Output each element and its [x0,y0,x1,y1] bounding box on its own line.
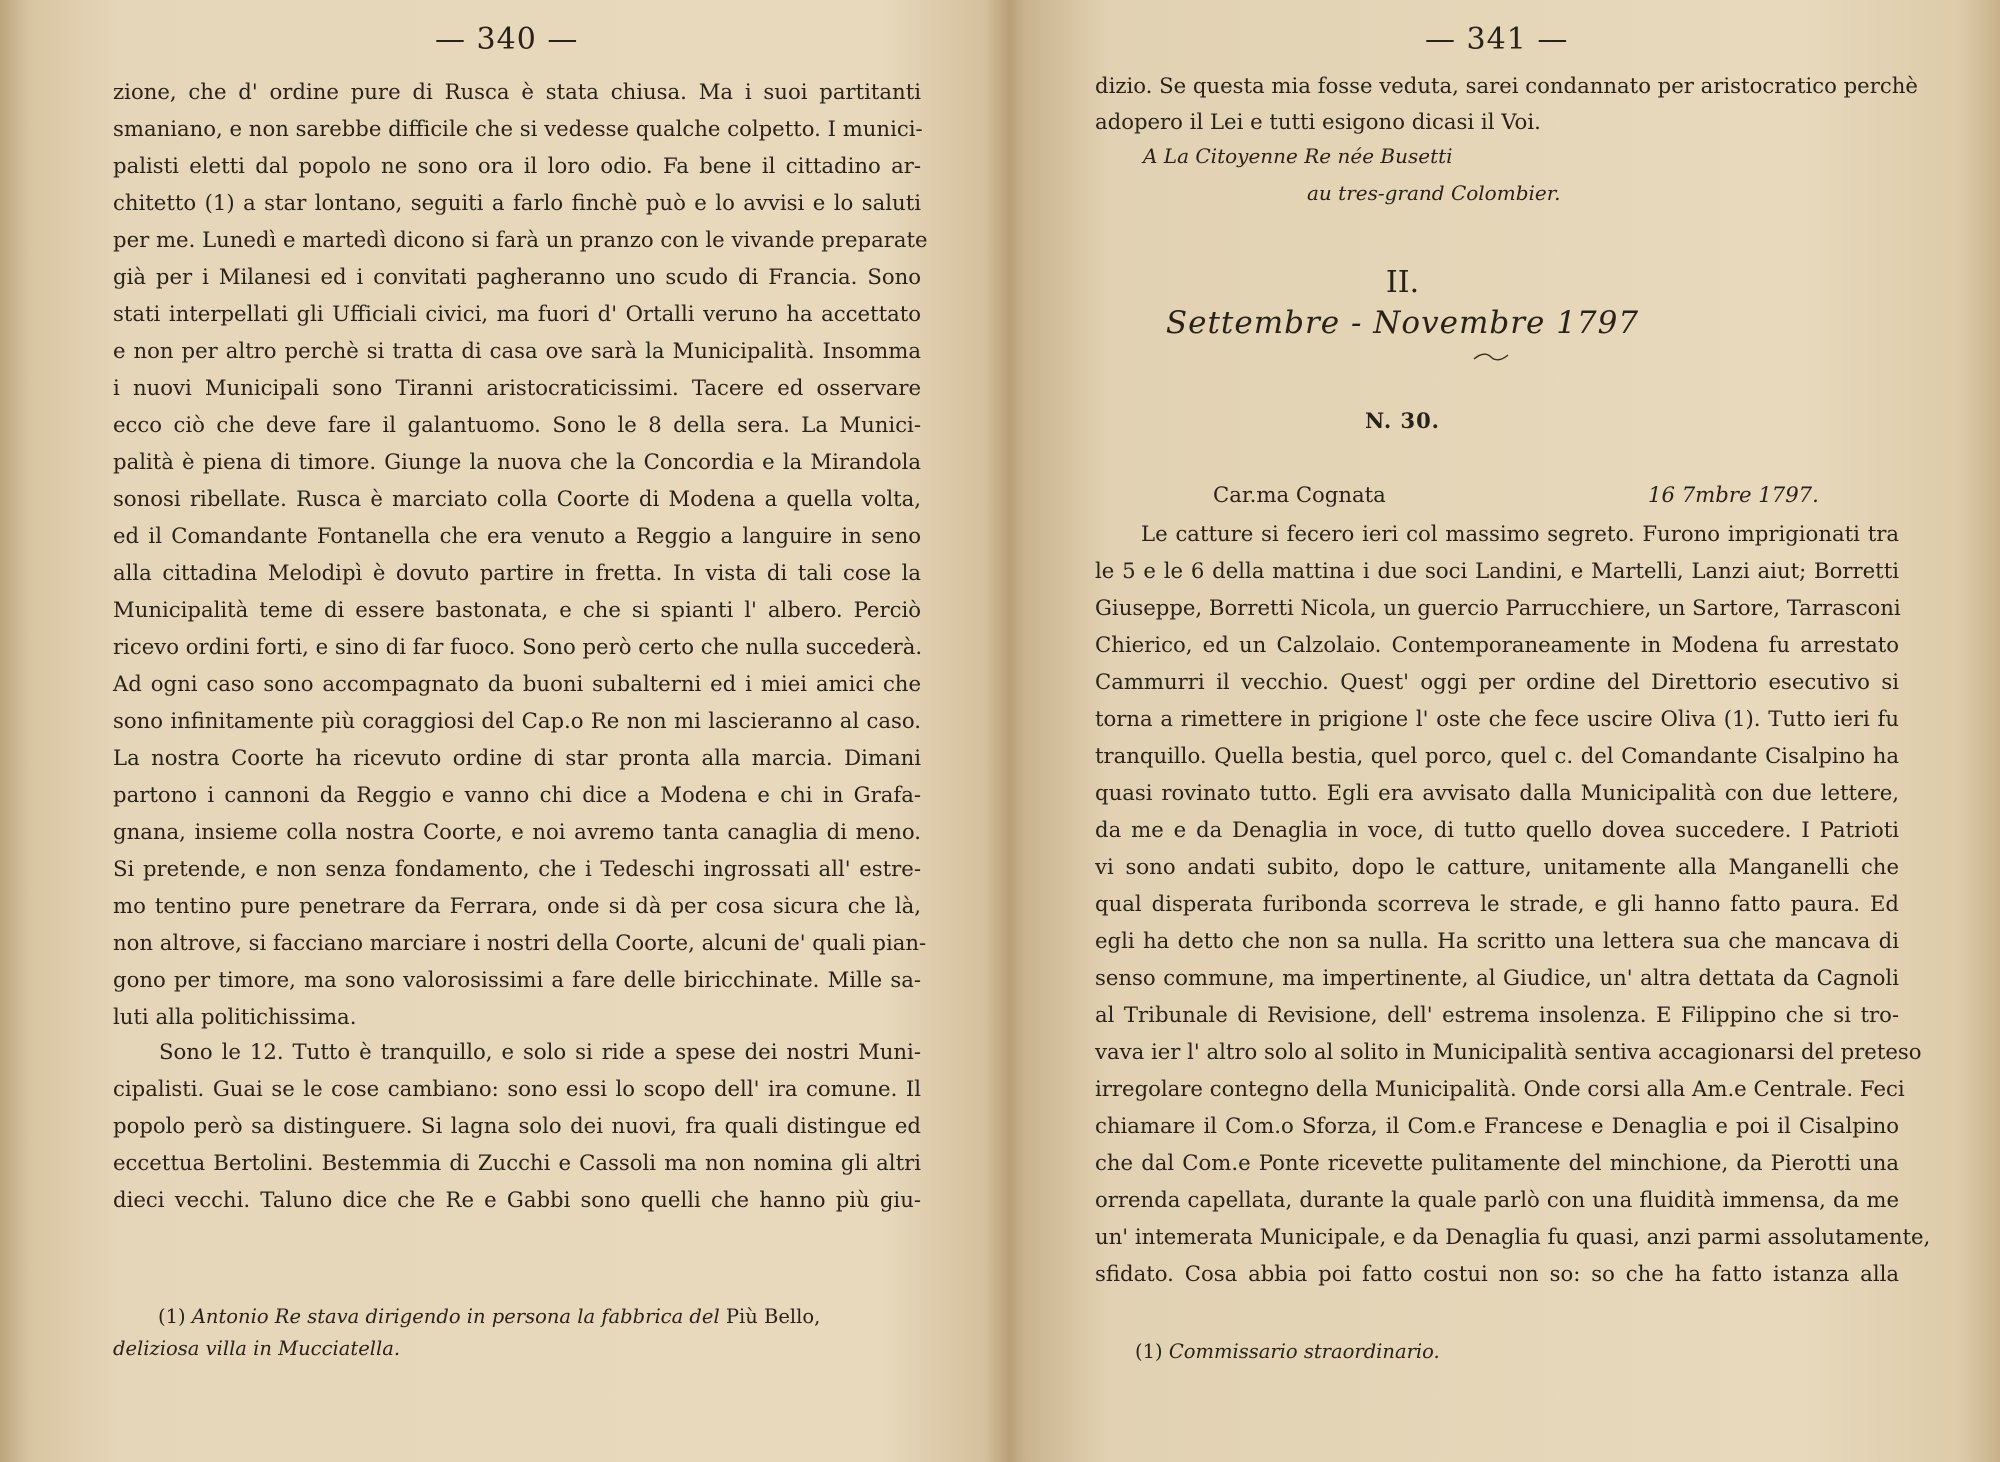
text-line: sono infinitamente più coraggiosi del Cap.o Re non mi lascieranno al caso. [113,708,921,733]
text-line: per me. Lunedì e martedì dicono si farà un pranzo con le vivande preparate [113,227,928,252]
text-line: dizio. Se questa mia fosse veduta, sarei condannato per aristocratico perchè [1095,73,1918,98]
text-line: non altrove, si facciano marciare i nostri della Coorte, alcuni de' quali pian- [113,930,927,955]
footnote [158,1304,820,1330]
text-line: senso commune, ma impertinente, al Giudice, un' altra dettata da Cagnoli [1095,965,1899,990]
text-line: Chierico, ed un Calzolaio. Contemporaneamente in Modena fu arrestato [1095,632,1899,657]
text-line: La nostra Coorte ha ricevuto ordine di star pronta alla marcia. Dimani [113,745,921,770]
page-number: — 341 — [1425,22,1569,57]
text-line: un' intemerata Municipale, e da Denaglia fu quasi, anzi parmi assolutamente, [1095,1224,1931,1249]
text-line: eccettua Bertolini. Bestemmia di Zucchi e Cassoli ma non nomina gli altri [113,1150,921,1175]
text-line: palisti eletti dal popolo ne sono ora il loro odio. Fa bene il cittadino ar- [113,153,921,178]
text-line: già per i Milanesi ed i convitati pagheranno uno scudo di Francia. Sono [113,264,921,289]
text-line: ricevo ordini forti, e sino di far fuoco. Sono però certo che nulla succederà. [113,634,923,659]
text-line: gnana, insieme colla nostra Coorte, e noi avremo tanta canaglia di meno. [113,819,921,844]
section-number: II. [1385,265,1420,300]
text-line: orrenda capellata, durante la quale parlò con una fluidità immensa, da me [1095,1187,1899,1212]
footnote-text: Più Bello, [725,1305,821,1328]
text-line: Sono le 12. Tutto è tranquillo, e solo si ride a spese dei nostri Muni- [159,1039,921,1064]
text-line: qual disperata furibonda scorreva le strade, e gli hanno fatto paura. Ed [1095,891,1899,916]
footnote-marker: (1) [1135,1340,1163,1363]
address-line: A La Citoyenne Re née Busetti [1143,144,1453,168]
text-line: ecco ciò che deve fare il galantuomo. Sono le 8 della sera. La Munici- [113,412,921,437]
text-line: gono per timore, ma sono valorosissimi a fare delle biricchinate. Mille sa- [113,967,921,992]
text-line: stati interpellati gli Ufficiali civici, ma fuori d' Ortalli veruno ha accettato [113,301,921,326]
text-line: adopero il Lei e tutti esigono dicasi il Voi. [1095,109,1541,134]
right-page [1005,0,2000,1462]
text-line: partono i cannoni da Reggio e vanno chi dice a Modena e chi in Grafa- [113,782,921,807]
text-line: i nuovi Municipali sono Tiranni aristocraticissimi. Tacere ed osservare [113,375,921,400]
text-line: chiamare il Com.o Sforza, il Com.e Francese e Denaglia e poi il Cisalpino [1095,1113,1899,1138]
text-line: al Tribunale di Revisione, dell' estrema insolenza. E Filippino che si tro- [1095,1002,1899,1027]
text-line: Cammurri il vecchio. Quest' oggi per ordine del Direttorio esecutivo si [1095,669,1899,694]
text-line: Municipalità teme di essere bastonata, e che si spianti l' albero. Perciò [113,597,921,622]
salutation: Car.ma Cognata [1213,482,1386,507]
text-line: alla cittadina Melodipì è dovuto partire in fretta. In vista di tali cose la [113,560,921,585]
text-line: ed il Comandante Fontanella che era venuto a Reggio a languire in seno [113,523,921,548]
text-line: chitetto (1) a star lontano, seguiti a farlo finchè può e lo avvisi e lo saluti [113,190,921,215]
text-line: sfidato. Cosa abbia poi fatto costui non so: so che ha fatto istanza alla [1095,1261,1899,1286]
text-line: Le catture si fecero ieri col massimo segreto. Furono imprigionati tra [1141,521,1899,546]
footnote-text: Antonio Re stava dirigendo in persona la fabbrica del [191,1305,720,1328]
section-title: Settembre - Novembre 1797 [1165,305,1640,341]
text-line: le 5 e le 6 della mattina i due soci Landini, e Martelli, Lanzi aiut; Borretti [1095,558,1899,583]
page-number: — 340 — [435,22,579,57]
text-line: Giuseppe, Borretti Nicola, un guercio Parrucchiere, un Sartore, Tarrasconi [1095,595,1901,620]
text-line: Ad ogni caso sono accompagnato da buoni subalterni ed i miei amici che [113,671,921,696]
ornament-icon [1473,352,1509,362]
text-line: vava ier l' altro solo al solito in Municipalità sentiva accagionarsi del preteso [1095,1039,1922,1064]
footnote-text: Commissario straordinario. [1168,1340,1440,1363]
text-line: egli ha detto che non sa nulla. Ha scritto una lettera sua che mancava di [1095,928,1899,953]
text-line: zione, che d' ordine pure di Rusca è stata chiusa. Ma i suoi partitanti [113,79,921,104]
text-line: quasi rovinato tutto. Egli era avvisato dalla Municipalità con due lettere, [1095,780,1899,805]
text-line: irregolare contegno della Municipalità. Onde corsi alla Am.e Centrale. Feci [1095,1076,1905,1101]
text-line: e non per altro perchè si tratta di casa ove sarà la Municipalità. Insomma [113,338,921,363]
text-line: che dal Com.e Ponte ricevette pulitamente del minchione, da Pierotti una [1095,1150,1899,1175]
text-line: sonosi ribellate. Rusca è marciato colla Coorte di Modena a quella volta, [113,486,921,511]
text-line: dieci vecchi. Taluno dice che Re e Gabbi sono quelli che hanno più giu- [113,1187,921,1212]
text-line: cipalisti. Guai se le cose cambiano: sono essi lo scopo dell' ira comune. Il [113,1076,921,1101]
text-line: tranquillo. Quella bestia, quel porco, quel c. del Comandante Cisalpino ha [1095,743,1899,768]
text-line: da me e da Denaglia in voce, di tutto quello dovea succedere. I Patrioti [1095,817,1899,842]
text-line: Si pretende, e non senza fondamento, che i Tedeschi ingrossati all' estre- [113,856,921,881]
text-line: smaniano, e non sarebbe difficile che si vedesse qualche colpetto. I munici- [113,116,923,141]
footnote-marker: (1) [158,1305,186,1328]
letter-date: 16 7mbre 1797. [1648,482,1819,507]
footnote-text: deliziosa villa in Mucciatella. [113,1337,401,1360]
text-line: vi sono andati subito, dopo le catture, unitamente alla Manganelli che [1095,854,1899,879]
footnote [1135,1339,1440,1365]
address-line: au tres-grand Colombier. [1307,181,1561,205]
text-line: palità è piena di timore. Giunge la nuova che la Concordia e la Mirandola [113,449,921,474]
text-line: luti alla politichissima. [113,1004,357,1029]
text-line: torna a rimettere in prigione l' oste che fece uscire Oliva (1). Tutto ieri fu [1095,706,1899,731]
text-line: mo tentino pure penetrare da Ferrara, onde si dà per cosa sicura che là, [113,893,921,918]
text-line: popolo però sa distinguere. Si lagna solo dei nuovi, fra quali distingue ed [113,1113,921,1138]
letter-number: N. 30. [1364,408,1440,433]
